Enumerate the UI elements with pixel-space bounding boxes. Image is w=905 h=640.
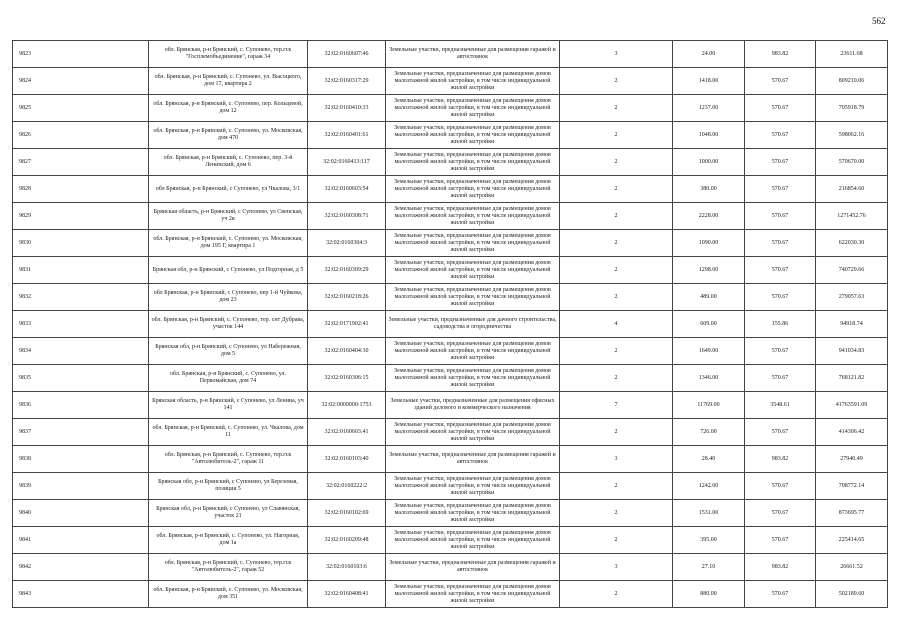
rate-cell: 570.67 <box>745 68 816 95</box>
rate-cell: 570.67 <box>745 473 816 500</box>
row-index-cell: 9831 <box>13 257 149 284</box>
group-cell: 3 <box>560 446 673 473</box>
table-row <box>13 203 888 230</box>
table-row <box>13 446 888 473</box>
land-use-cell: Земельные участки, предназначенные для размещения домов малоэтажной жилой застройки, в том числе индивидуальной жилой застройки <box>386 527 560 554</box>
area-cell: 24.00 <box>673 41 745 68</box>
area-cell: 609.00 <box>673 311 745 338</box>
group-cell: 2 <box>560 149 673 176</box>
value-cell: 27940.49 <box>816 446 888 473</box>
address-cell: Брянская обл, р-н Брянский, с Супонево, ул Подгорная, д 5 <box>149 257 308 284</box>
row-index-cell: 9835 <box>13 365 149 392</box>
address-cell: обл. Брянская, р-н Брянский, с. Супонево, ул. Московская, дом 470 <box>149 122 308 149</box>
table-row <box>13 527 888 554</box>
rate-cell: 570.67 <box>745 365 816 392</box>
table-row <box>13 392 888 419</box>
value-cell: 41763591.09 <box>816 392 888 419</box>
cadastral-number-cell: 32:02:0160408:41 <box>308 581 386 608</box>
land-use-cell: Земельные участки, предназначенные для размещения домов малоэтажной жилой застройки, в том числе индивидуальной жилой застройки <box>386 500 560 527</box>
address-cell: обл Брянская, р-н Брянский, с Супонево, ул Чкалова, 3/1 <box>149 176 308 203</box>
cadastral-number-cell: 32:02:0160317:29 <box>308 68 386 95</box>
value-cell: 414306.42 <box>816 419 888 446</box>
table-row <box>13 338 888 365</box>
area-cell: 1090.00 <box>673 230 745 257</box>
table-row <box>13 419 888 446</box>
area-cell: 1237.00 <box>673 95 745 122</box>
value-cell: 279057.63 <box>816 284 888 311</box>
land-use-cell: Земельные участки, предназначенные для размещения домов малоэтажной жилой застройки, в том числе индивидуальной жилой застройки <box>386 581 560 608</box>
address-cell: Брянская обл, р-н Брянский, с Супонево, ул Славянская, участок 21 <box>149 500 308 527</box>
land-use-cell: Земельные участки, предназначенные для размещения домов малоэтажной жилой застройки, в том числе индивидуальной жилой застройки <box>386 95 560 122</box>
group-cell: 2 <box>560 122 673 149</box>
cadastral-number-cell: 32:02:0160404:30 <box>308 338 386 365</box>
area-cell: 1298.00 <box>673 257 745 284</box>
row-index-cell: 9828 <box>13 176 149 203</box>
area-cell: 726.00 <box>673 419 745 446</box>
address-cell: обл. Брянская, р-н Брянский, с. Супонево, ул. Высоцкого, дом 17, квартира 2 <box>149 68 308 95</box>
rate-cell: 570.67 <box>745 230 816 257</box>
area-cell: 27.10 <box>673 554 745 581</box>
group-cell: 2 <box>560 581 673 608</box>
table-row <box>13 41 888 68</box>
row-index-cell: 9839 <box>13 473 149 500</box>
address-cell: обл. Брянская, р-н Брянский, с. Супонево, ул. Чкалова, дом 11 <box>149 419 308 446</box>
value-cell: 740729.66 <box>816 257 888 284</box>
cadastral-number-cell: 32:02:0171902:41 <box>308 311 386 338</box>
rate-cell: 570.67 <box>745 500 816 527</box>
land-use-cell: Земельные участки, предназначенные для размещения офисных зданий делового и коммерческого назначения <box>386 392 560 419</box>
table-row <box>13 284 888 311</box>
area-cell: 1531.00 <box>673 500 745 527</box>
value-cell: 809210.06 <box>816 68 888 95</box>
value-cell: 94918.74 <box>816 311 888 338</box>
area-cell: 1418.00 <box>673 68 745 95</box>
group-cell: 2 <box>560 203 673 230</box>
land-use-cell: Земельные участки, предназначенные для размещения домов малоэтажной жилой застройки, в том числе индивидуальной жилой застройки <box>386 284 560 311</box>
group-cell: 2 <box>560 365 673 392</box>
row-index-cell: 9841 <box>13 527 149 554</box>
address-cell: обл. Брянская, р-н Брянский, с. Супонево, тер.гск "Госплемобъединение", гараж 34 <box>149 41 308 68</box>
area-cell: 880.00 <box>673 581 745 608</box>
area-cell: 1346.00 <box>673 365 745 392</box>
group-cell: 2 <box>560 176 673 203</box>
address-cell: обл Брянская, р-н Брянский, с Супонево, пер 1-й Чуйкова, дом 23 <box>149 284 308 311</box>
cadastral-number-cell: 32:02:0160304:3 <box>308 230 386 257</box>
value-cell: 622030.30 <box>816 230 888 257</box>
area-cell: 395.00 <box>673 527 745 554</box>
address-cell: обл. Брянская, р-н Брянский, с. Супонево, ул. Московская, дом 351 <box>149 581 308 608</box>
group-cell: 2 <box>560 95 673 122</box>
group-cell: 3 <box>560 41 673 68</box>
table-row <box>13 500 888 527</box>
group-cell: 4 <box>560 311 673 338</box>
page-number: 562 <box>872 16 886 26</box>
land-use-cell: Земельные участки, предназначенные для размещения гаражей и автостоянок <box>386 41 560 68</box>
table-row <box>13 122 888 149</box>
rate-cell: 570.67 <box>745 284 816 311</box>
table-row <box>13 554 888 581</box>
address-cell: обл. Брянская, р-н Брянский, с. Супонево, пер. Кольцевой, дом 12 <box>149 95 308 122</box>
value-cell: 23611.68 <box>816 41 888 68</box>
value-cell: 26661.52 <box>816 554 888 581</box>
address-cell: Брянская область, р-н Брянский, с Супонево, ул Свенская, уч 2в <box>149 203 308 230</box>
land-use-cell: Земельные участки, предназначенные для размещения домов малоэтажной жилой застройки, в том числе индивидуальной жилой застройки <box>386 473 560 500</box>
land-use-cell: Земельные участки, предназначенные для размещения домов малоэтажной жилой застройки, в том числе индивидуальной жилой застройки <box>386 149 560 176</box>
address-cell: обл. Брянская, р-н Брянский, с. Супонево, тер. снт Дубрава, участок 144 <box>149 311 308 338</box>
rate-cell: 155.86 <box>745 311 816 338</box>
address-cell: обл. Брянская, р-н Брянский, с. Супонево, тер.гск "Автолюбитель-2", гараж 11 <box>149 446 308 473</box>
cadastral-number-cell: 32:02:0160410:33 <box>308 95 386 122</box>
rate-cell: 570.67 <box>745 203 816 230</box>
area-cell: 2228.00 <box>673 203 745 230</box>
value-cell: 1271452.76 <box>816 203 888 230</box>
land-use-cell: Земельные участки, предназначенные для размещения домов малоэтажной жилой застройки, в том числе индивидуальной жилой застройки <box>386 257 560 284</box>
land-use-cell: Земельные участки, предназначенные для размещения домов малоэтажной жилой застройки, в том числе индивидуальной жилой застройки <box>386 203 560 230</box>
row-index-cell: 9833 <box>13 311 149 338</box>
rate-cell: 570.67 <box>745 95 816 122</box>
row-index-cell: 9823 <box>13 41 149 68</box>
table-row <box>13 473 888 500</box>
value-cell: 873695.77 <box>816 500 888 527</box>
cadastral-number-cell: 32:02:0160603:41 <box>308 419 386 446</box>
cadastral-number-cell: 32:02:0160401:61 <box>308 122 386 149</box>
land-use-cell: Земельные участки, предназначенные для размещения домов малоэтажной жилой застройки, в том числе индивидуальной жилой застройки <box>386 176 560 203</box>
row-index-cell: 9827 <box>13 149 149 176</box>
table-row <box>13 176 888 203</box>
row-index-cell: 9834 <box>13 338 149 365</box>
table-row <box>13 230 888 257</box>
group-cell: 2 <box>560 338 673 365</box>
land-use-cell: Земельные участки, предназначенные для размещения домов малоэтажной жилой застройки, в том числе индивидуальной жилой застройки <box>386 122 560 149</box>
cadastral-number-cell: 32:02:0000000:1753 <box>308 392 386 419</box>
value-cell: 598062.16 <box>816 122 888 149</box>
address-cell: обл. Брянская, р-н Брянский, с. Супонево, тер.гск "Автолюбитель-2", гараж 52 <box>149 554 308 581</box>
row-index-cell: 9825 <box>13 95 149 122</box>
table-row <box>13 365 888 392</box>
land-use-cell: Земельные участки, предназначенные для размещения домов малоэтажной жилой застройки, в том числе индивидуальной жилой застройки <box>386 419 560 446</box>
area-cell: 11769.00 <box>673 392 745 419</box>
cadastral-number-cell: 32:02:0160603:54 <box>308 176 386 203</box>
land-use-cell: Земельные участки, предназначенные для размещения домов малоэтажной жилой застройки, в том числе индивидуальной жилой застройки <box>386 230 560 257</box>
rate-cell: 570.67 <box>745 527 816 554</box>
cadastral-number-cell: 32:02:0160102:69 <box>308 500 386 527</box>
rate-cell: 570.67 <box>745 257 816 284</box>
value-cell: 941034.83 <box>816 338 888 365</box>
area-cell: 1242.00 <box>673 473 745 500</box>
value-cell: 708772.14 <box>816 473 888 500</box>
area-cell: 1000.00 <box>673 149 745 176</box>
table-row <box>13 95 888 122</box>
land-use-cell: Земельные участки, предназначенные для размещения гаражей и автостоянок <box>386 554 560 581</box>
address-cell: обл. Брянская, р-н Брянский, с. Супонево, ул. Первомайская, дом 74 <box>149 365 308 392</box>
cadastral-number-cell: 32:02:0160103:40 <box>308 446 386 473</box>
value-cell: 705918.79 <box>816 95 888 122</box>
row-index-cell: 9830 <box>13 230 149 257</box>
row-index-cell: 9843 <box>13 581 149 608</box>
row-index-cell: 9837 <box>13 419 149 446</box>
value-cell: 502189.60 <box>816 581 888 608</box>
group-cell: 2 <box>560 500 673 527</box>
rate-cell: 983.82 <box>745 554 816 581</box>
land-use-cell: Земельные участки, предназначенные для дачного строительства, садоводства и огородничества <box>386 311 560 338</box>
cadastral-number-cell: 32:02:0160103:6 <box>308 554 386 581</box>
value-cell: 216854.60 <box>816 176 888 203</box>
cadastral-value-table <box>12 40 888 608</box>
cadastral-number-cell: 32:02:0160306:15 <box>308 365 386 392</box>
table-row <box>13 581 888 608</box>
value-cell: 570670.00 <box>816 149 888 176</box>
address-cell: Брянская область, р-н Брянский, с Супонево, ул Ленина, уч 141 <box>149 392 308 419</box>
land-use-cell: Земельные участки, предназначенные для размещения домов малоэтажной жилой застройки, в том числе индивидуальной жилой застройки <box>386 68 560 95</box>
group-cell: 2 <box>560 257 673 284</box>
table-body <box>13 41 888 608</box>
area-cell: 489.00 <box>673 284 745 311</box>
land-use-cell: Земельные участки, предназначенные для размещения гаражей и автостоянок <box>386 446 560 473</box>
row-index-cell: 9840 <box>13 500 149 527</box>
rate-cell: 570.67 <box>745 122 816 149</box>
address-cell: Брянская обл, р-н Брянский, с Супонево, ул Березовая, позиция 5 <box>149 473 308 500</box>
table-row <box>13 257 888 284</box>
rate-cell: 983.82 <box>745 41 816 68</box>
group-cell: 2 <box>560 284 673 311</box>
address-cell: обл. Брянская, р-н Брянский, с. Супонево, пер. 3-й Ленинский, дом 6 <box>149 149 308 176</box>
rate-cell: 570.67 <box>745 419 816 446</box>
cadastral-number-cell: 32:02:0160308:71 <box>308 203 386 230</box>
row-index-cell: 9832 <box>13 284 149 311</box>
rate-cell: 3548.61 <box>745 392 816 419</box>
area-cell: 380.00 <box>673 176 745 203</box>
group-cell: 2 <box>560 473 673 500</box>
group-cell: 2 <box>560 527 673 554</box>
area-cell: 28.40 <box>673 446 745 473</box>
rate-cell: 570.67 <box>745 581 816 608</box>
rate-cell: 983.82 <box>745 446 816 473</box>
table-row <box>13 311 888 338</box>
cadastral-number-cell: 32:02:0160413:117 <box>308 149 386 176</box>
group-cell: 7 <box>560 392 673 419</box>
table-row <box>13 68 888 95</box>
row-index-cell: 9842 <box>13 554 149 581</box>
group-cell: 2 <box>560 230 673 257</box>
row-index-cell: 9836 <box>13 392 149 419</box>
area-cell: 1048.00 <box>673 122 745 149</box>
rate-cell: 570.67 <box>745 338 816 365</box>
group-cell: 2 <box>560 419 673 446</box>
row-index-cell: 9829 <box>13 203 149 230</box>
cadastral-number-cell: 32:02:0160222:2 <box>308 473 386 500</box>
value-cell: 225414.65 <box>816 527 888 554</box>
value-cell: 768121.82 <box>816 365 888 392</box>
address-cell: обл. Брянская, р-н Брянский, с. Супонево, ул. Московская, дом 195 Г, квартира 1 <box>149 230 308 257</box>
cadastral-number-cell: 32:02:0160218:26 <box>308 284 386 311</box>
area-cell: 1649.00 <box>673 338 745 365</box>
address-cell: обл. Брянская, р-н Брянский, с. Супонево, ул. Нагорная, дом 1а <box>149 527 308 554</box>
cadastral-number-cell: 32:02:0160209:48 <box>308 527 386 554</box>
rate-cell: 570.67 <box>745 176 816 203</box>
address-cell: Брянская обл, р-н Брянский, с Супонево, ул Набережная, дом 5 <box>149 338 308 365</box>
row-index-cell: 9838 <box>13 446 149 473</box>
group-cell: 3 <box>560 554 673 581</box>
table-row <box>13 149 888 176</box>
cadastral-number-cell: 32:02:0160309:29 <box>308 257 386 284</box>
row-index-cell: 9826 <box>13 122 149 149</box>
land-use-cell: Земельные участки, предназначенные для размещения домов малоэтажной жилой застройки, в том числе индивидуальной жилой застройки <box>386 365 560 392</box>
group-cell: 2 <box>560 68 673 95</box>
row-index-cell: 9824 <box>13 68 149 95</box>
rate-cell: 570.67 <box>745 149 816 176</box>
cadastral-number-cell: 32:02:0160607:46 <box>308 41 386 68</box>
land-use-cell: Земельные участки, предназначенные для размещения домов малоэтажной жилой застройки, в том числе индивидуальной жилой застройки <box>386 338 560 365</box>
